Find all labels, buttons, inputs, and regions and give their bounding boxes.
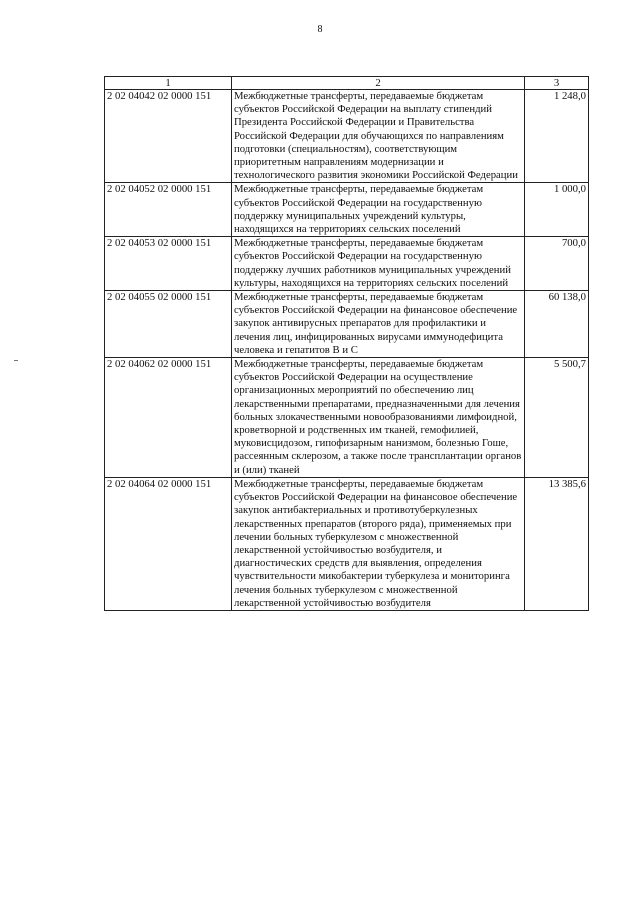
table-row [105, 358, 589, 478]
amount: 13 385,6 [525, 477, 589, 610]
margin-mark [14, 360, 18, 361]
budget-table [104, 76, 589, 611]
amount: 1 248,0 [525, 90, 589, 183]
amount: 60 138,0 [525, 291, 589, 358]
column-header-1: 1 [105, 77, 232, 90]
table-row [105, 183, 589, 237]
column-header-2: 2 [232, 77, 525, 90]
description: Межбюджетные трансферты, передаваемые бюджетам субъектов Российской Федерации на финансовое обеспечение закупок антивирусных препаратов для профилактики и лечения лиц, инфицированных вирусами иммунодефицита человека и гепатитов В и С [232, 291, 525, 358]
table-row [105, 291, 589, 358]
amount: 1 000,0 [525, 183, 589, 237]
budget-code: 2 02 04042 02 0000 151 [105, 90, 232, 183]
table-row [105, 237, 589, 291]
description: Межбюджетные трансферты, передаваемые бюджетам субъектов Российской Федерации на государственную поддержку лучших работников муниципальных учреждений культуры, находящихся на территориях сельских поселений [232, 237, 525, 291]
table-body [105, 90, 589, 611]
budget-code: 2 02 04062 02 0000 151 [105, 358, 232, 478]
description: Межбюджетные трансферты, передаваемые бюджетам субъектов Российской Федерации на государственную поддержку муниципальных учреждений культуры, находящихся на территориях сельских поселений [232, 183, 525, 237]
budget-code: 2 02 04055 02 0000 151 [105, 291, 232, 358]
page-number: 8 [317, 24, 323, 35]
description: Межбюджетные трансферты, передаваемые бюджетам субъектов Российской Федерации на осуществление организационных мероприятий по обеспечению лиц лекарственными препаратами, предназначенными для лечения больных злокачественными новообразованиями лимфоидной, кроветворной и родственных им тканей, гемофилией, муковисцидозом, гипофизарным нанизмом, болезнью Гоше, рассеянным склерозом, а также после трансплантации органов и (или) тканей [232, 358, 525, 478]
description: Межбюджетные трансферты, передаваемые бюджетам субъектов Российской Федерации на финансовое обеспечение закупок антибактериальных и противотуберкулезных лекарственных препаратов (второго ряда), применяемых при лечении больных туберкулезом с множественной лекарственной устойчивостью возбудителя, и диагностических средств для выявления, определения чувствительности микобактерии туберкулеза и мониторинга лечения больных туберкулезом с множественной лекарственной устойчивостью возбудителя [232, 477, 525, 610]
amount: 700,0 [525, 237, 589, 291]
column-header-3: 3 [525, 77, 589, 90]
table-row [105, 90, 589, 183]
header-row [105, 77, 589, 90]
budget-code: 2 02 04053 02 0000 151 [105, 237, 232, 291]
table-header [105, 77, 589, 90]
budget-code: 2 02 04052 02 0000 151 [105, 183, 232, 237]
table-row [105, 477, 589, 610]
budget-code: 2 02 04064 02 0000 151 [105, 477, 232, 610]
amount: 5 500,7 [525, 358, 589, 478]
description: Межбюджетные трансферты, передаваемые бюджетам субъектов Российской Федерации на выплату стипендий Президента Российской Федерации и Правительства Российской Федерации для обучающихся по направлениям подготовки (специальностям), соответствующим приоритетным направлениям модернизации и технологического развития экономики Российской Федерации [232, 90, 525, 183]
